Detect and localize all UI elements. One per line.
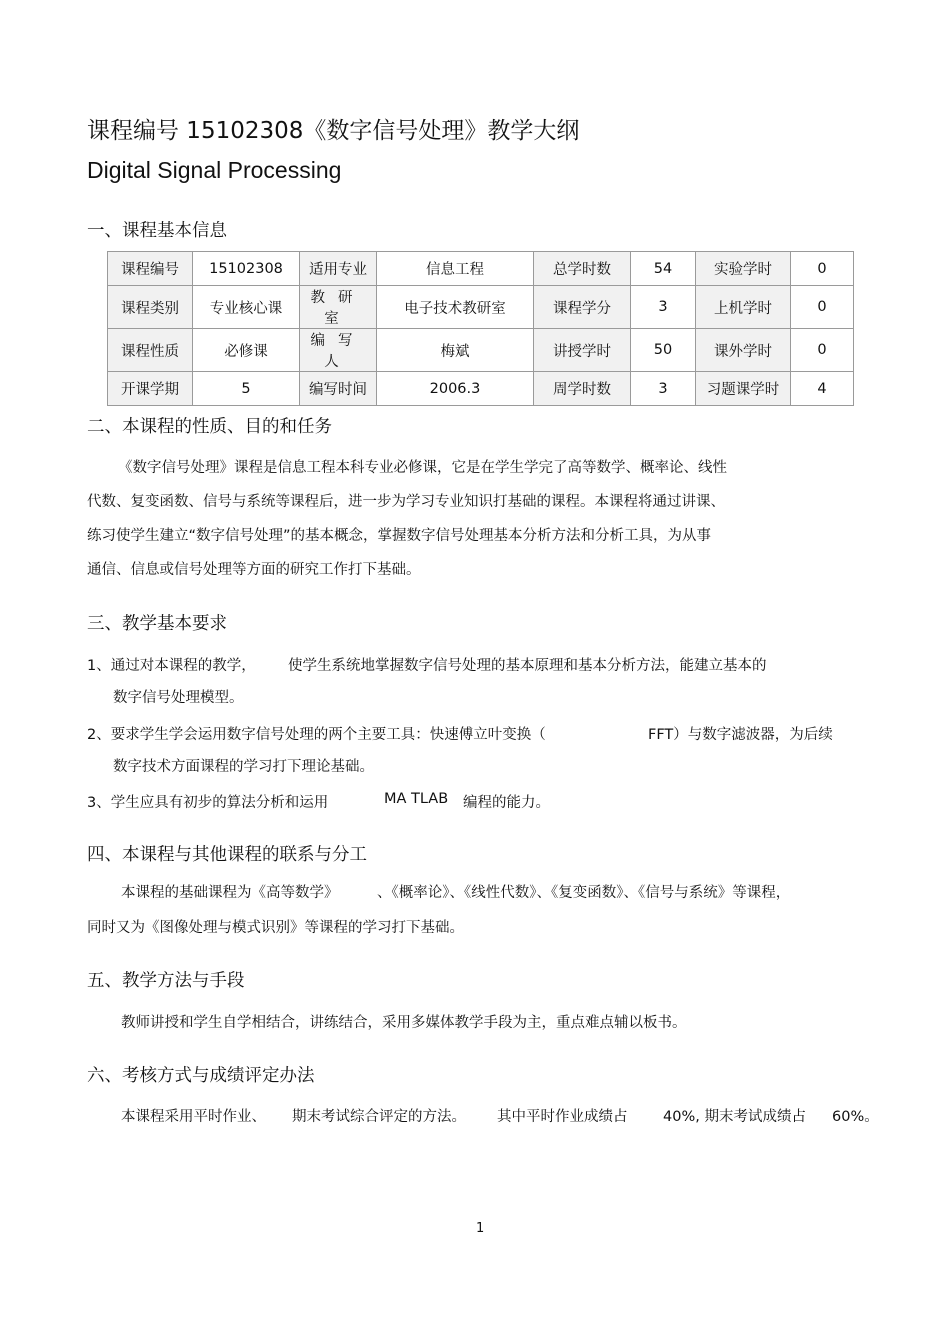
table-cell: 5 [193,372,300,406]
paragraph-line: 练习使学生建立“数字信号处理”的基本概念，掌握数字信号处理基本分析方法和分析工具，为从事 [87,528,712,544]
assessment-text-b: 期末考试综合评定的方法。 [292,1109,466,1125]
table-cell: 3 [631,286,696,329]
table-cell: 教研室 [300,286,377,329]
list-item-1b: 使学生系统地掌握数字信号处理的基本原理和基本分析方法，能建立基本的 [288,658,767,674]
table-cell: 编写时间 [300,372,377,406]
list-item-2b: FFT）与数字滤波器，为后续 [648,727,833,743]
paragraph-line: 教师讲授和学生自学相结合，讲练结合，采用多媒体教学手段为主，重点难点辅以板书。 [121,1015,687,1031]
table-cell: 开课学期 [108,372,193,406]
paragraph-line: 同时又为《图像处理与模式识别》等课程的学习打下基础。 [87,920,464,936]
table-cell: 讲授学时 [534,329,631,372]
paragraph-line: 代数、复变函数、信号与系统等课程后，进一步为学习专业知识打基础的课程。本课程将通过讲课、 [87,494,725,510]
section-heading-methods: 五、教学方法与手段 [87,971,245,991]
page-number: 1 [476,1221,485,1236]
table-cell: 课程学分 [534,286,631,329]
table-row [108,286,854,329]
paragraph-line: 通信、信息或信号处理等方面的研究工作打下基础。 [87,562,421,578]
assessment-text-c: 其中平时作业成绩占 [497,1109,628,1125]
assessment-text-d: 40%, 期末考试成绩占 [663,1109,806,1125]
table-row [108,329,854,372]
table-cell: 50 [631,329,696,372]
paragraph-line: 本课程的基础课程为《高等数学》 [121,885,339,901]
table-cell: 课外学时 [696,329,791,372]
table-cell: 0 [791,286,854,329]
table-cell: 编写人 [300,329,377,372]
document-title: 课程编号 15102308《数字信号处理》教学大纲 [87,118,580,144]
list-item-3c: 编程的能力。 [463,795,550,811]
section-heading-requirements: 三、教学基本要求 [87,614,227,634]
table-cell: 上机学时 [696,286,791,329]
table-cell: 周学时数 [534,372,631,406]
table-row [108,372,854,406]
paragraph-line: 、《概率论》、《线性代数》、《复变函数》、《信号与系统》等课程， [377,885,791,901]
course-info-table [107,251,854,406]
list-item-2a: 2、要求学生学会运用数字信号处理的两个主要工具：快速傅立叶变换（ [87,727,546,743]
document-subtitle: Digital Signal Processing [87,157,342,183]
list-item-1c: 数字信号处理模型。 [113,690,244,706]
table-row [108,252,854,286]
table-cell: 适用专业 [300,252,377,286]
table-cell: 课程性质 [108,329,193,372]
table-cell: 54 [631,252,696,286]
table-cell: 2006.3 [377,372,534,406]
table-cell: 课程编号 [108,252,193,286]
paragraph-line: 《数字信号处理》课程是信息工程本科专业必修课，它是在学生学完了高等数学、概率论、线性 [118,460,727,476]
list-item-1a: 1、通过对本课程的教学， [87,658,256,674]
section-heading-nature: 二、本课程的性质、目的和任务 [87,417,332,437]
table-cell: 课程类别 [108,286,193,329]
assessment-text-e: 60%。 [832,1109,879,1125]
section-heading-basic-info: 一、课程基本信息 [87,221,227,241]
list-item-2c: 数字技术方面课程的学习打下理论基础。 [113,759,374,775]
table-cell: 习题课学时 [696,372,791,406]
section-heading-assessment: 六、考核方式与成绩评定办法 [87,1066,315,1086]
table-cell: 梅斌 [377,329,534,372]
assessment-text-a: 本课程采用平时作业、 [121,1109,266,1125]
table-cell: 实验学时 [696,252,791,286]
table-cell: 专业核心课 [193,286,300,329]
table-cell: 必修课 [193,329,300,372]
list-item-3b: MA TLAB [384,791,449,807]
table-cell: 0 [791,252,854,286]
table-cell: 3 [631,372,696,406]
section-heading-relations: 四、本课程与其他课程的联系与分工 [87,845,367,865]
table-cell: 电子技术教研室 [377,286,534,329]
table-cell: 0 [791,329,854,372]
list-item-3a: 3、学生应具有初步的算法分析和运用 [87,795,329,811]
table-cell: 信息工程 [377,252,534,286]
table-cell: 15102308 [193,252,300,286]
table-cell: 总学时数 [534,252,631,286]
table-cell: 4 [791,372,854,406]
